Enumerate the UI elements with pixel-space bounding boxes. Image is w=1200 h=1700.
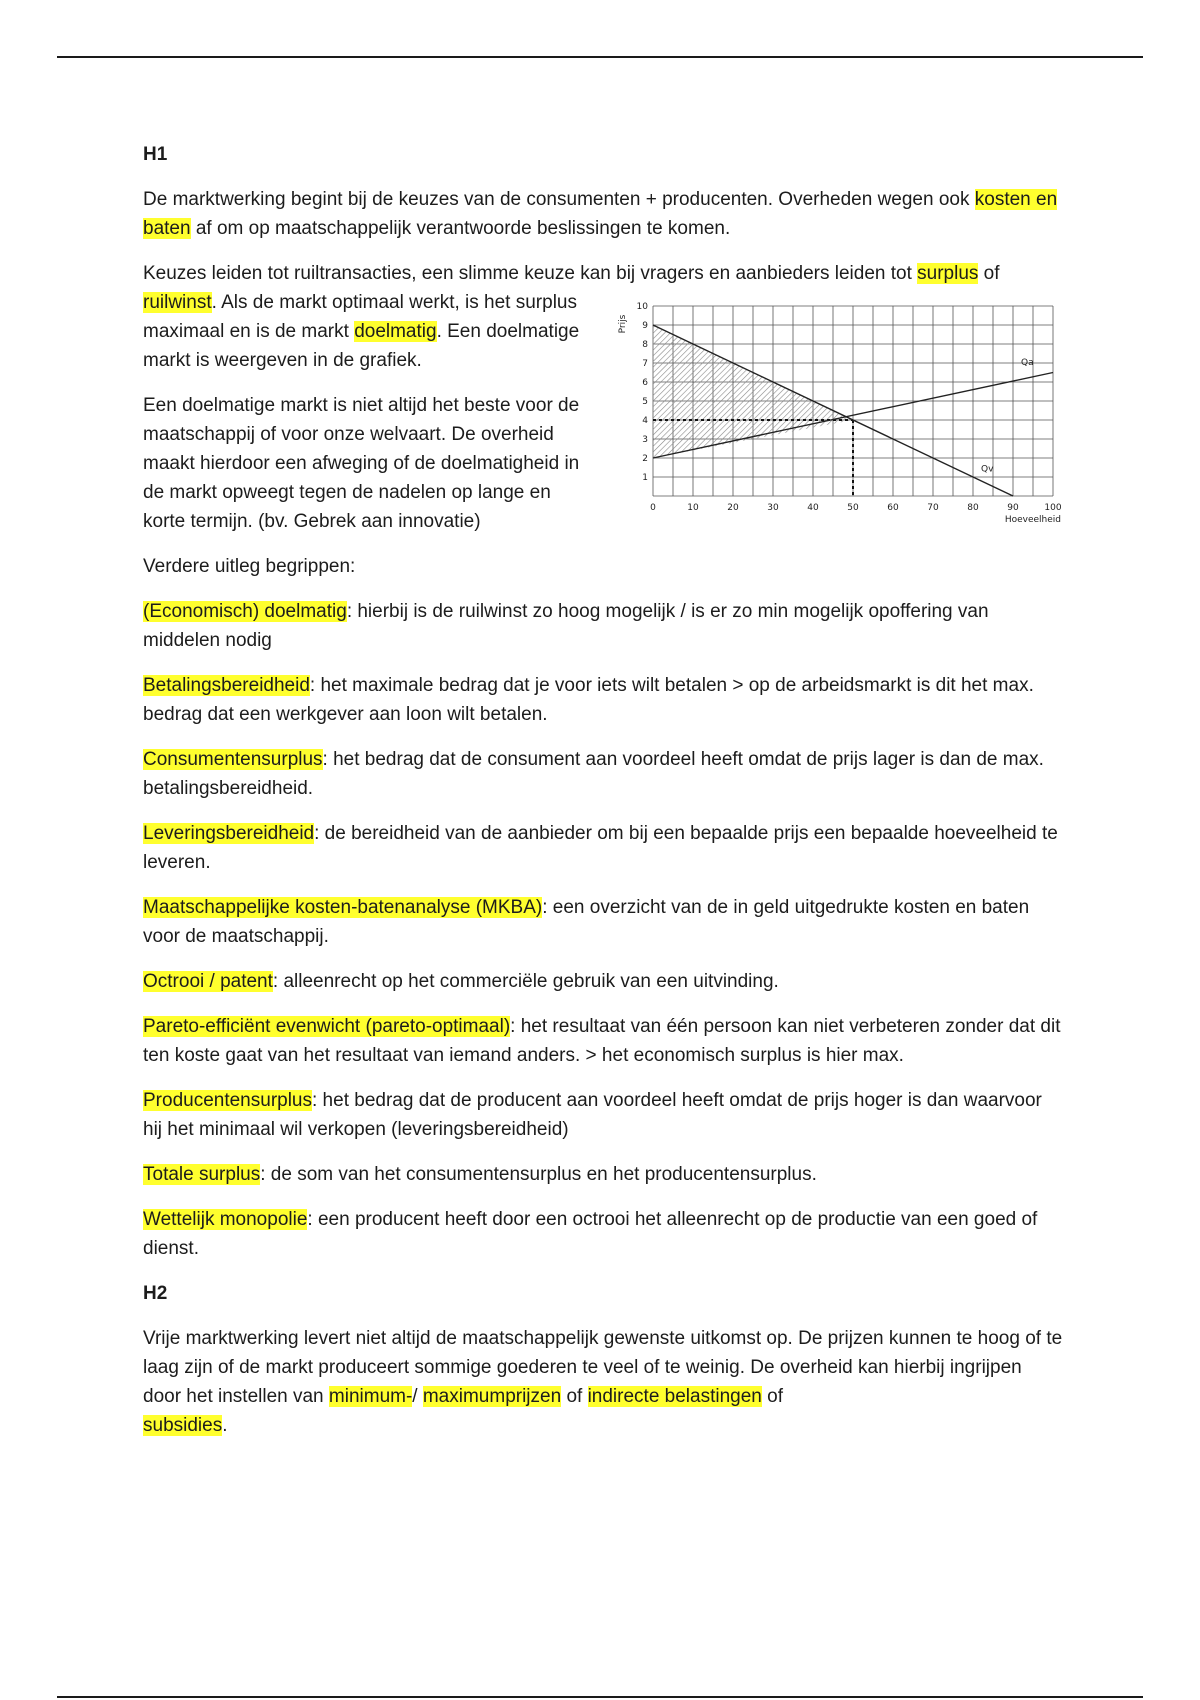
term-item bbox=[143, 893, 1063, 951]
paragraph-intro: De marktwerking begint bij de keuzes van de consumenten + producenten. Overheden wegen ook kosten en baten af om op maatschappelijk verantwoorde beslissingen te komen. bbox=[143, 189, 1058, 239]
footer-rule bbox=[57, 1696, 1143, 1698]
y-tick-label: 1 bbox=[642, 473, 648, 483]
x-tick-label: 100 bbox=[1044, 503, 1062, 513]
highlight-kosten-baten: kosten en baten bbox=[143, 189, 1058, 239]
series-label-qv: Qv bbox=[981, 464, 994, 475]
term-definition: : de som van het consumentensurplus en het producentensurplus. bbox=[260, 1164, 817, 1185]
series-label-qa: Qa bbox=[1021, 357, 1034, 368]
term-name: Producentensurplus bbox=[143, 1090, 312, 1111]
highlight-maximumprijzen: maximumprijzen bbox=[422, 1386, 562, 1407]
x-tick-label: 80 bbox=[967, 503, 979, 513]
header-rule bbox=[57, 56, 1143, 58]
term-item bbox=[143, 745, 1063, 803]
x-tick-label: 40 bbox=[807, 503, 819, 513]
term-name: Totale surplus bbox=[143, 1164, 261, 1185]
supply-demand-chart bbox=[613, 288, 1093, 538]
term-item bbox=[143, 1086, 1063, 1144]
term-name: Pareto-efficiënt evenwicht (pareto-optimaal) bbox=[143, 1016, 511, 1037]
x-tick-label: 30 bbox=[767, 503, 779, 513]
y-tick-label: 5 bbox=[642, 397, 648, 407]
term-definition: : een producent heeft door een octrooi het alleenrecht op de productie van een goed of dienst. bbox=[143, 1209, 1038, 1259]
term-item bbox=[143, 1012, 1063, 1070]
term-definition: : het resultaat van één persoon kan niet verbeteren zonder dat dit ten koste gaat van het resultaat van iemand anders. > het economisch surplus is hier max. bbox=[143, 1016, 1061, 1066]
term-item bbox=[143, 1160, 1063, 1189]
y-axis-label: Prijs bbox=[618, 314, 628, 334]
term-definition: : het bedrag dat de consument aan voordeel heeft omdat de prijs lager is dan de max. betalingsbereidheid. bbox=[143, 749, 1044, 799]
term-definition: : een overzicht van de in geld uitgedrukte kosten en baten voor de maatschappij. bbox=[143, 897, 1030, 947]
y-tick-label: 2 bbox=[642, 454, 648, 464]
highlight-indirecte-belastingen: indirecte belastingen bbox=[587, 1386, 762, 1407]
y-tick-label: 4 bbox=[642, 416, 648, 426]
term-definition: : alleenrecht op het commerciële gebruik van een uitvinding. bbox=[272, 971, 779, 992]
highlight-subsidies: subsidies bbox=[143, 1415, 223, 1436]
term-item bbox=[143, 967, 1063, 996]
paragraph-keuzes: Keuzes leiden tot ruiltransacties, een slimme keuze kan bij vragers en aanbieders leiden tot surplus of bbox=[143, 263, 1000, 284]
document-body bbox=[143, 140, 1063, 1456]
y-tick-label: 9 bbox=[642, 321, 648, 331]
term-item bbox=[143, 1205, 1063, 1263]
term-item bbox=[143, 819, 1063, 877]
term-name: (Economisch) doelmatig bbox=[143, 601, 347, 622]
x-tick-label: 70 bbox=[927, 503, 939, 513]
y-tick-label: 7 bbox=[642, 359, 648, 369]
paragraph-ruilwinst: ruilwinst. Als de markt optimaal werkt, is het surplus maximaal en is de markt doelmatig. Een doelmatige markt is weergeven in de grafiek. bbox=[143, 292, 580, 371]
x-tick-label: 0 bbox=[650, 503, 656, 513]
x-tick-label: 10 bbox=[687, 503, 699, 513]
y-tick-label: 10 bbox=[636, 302, 648, 312]
x-tick-label: 20 bbox=[727, 503, 739, 513]
x-tick-label: 60 bbox=[887, 503, 899, 513]
term-name: Wettelijk monopolie bbox=[143, 1209, 308, 1230]
intro-text-column bbox=[143, 288, 583, 536]
highlight-surplus: surplus bbox=[917, 263, 979, 284]
paragraph-h2: Vrije marktwerking levert niet altijd de maatschappelijk gewenste uitkomst op. De prijzen kunnen te hoog of te laag zijn of de markt produceert sommige goederen te veel of te weinig. De overheid kan hierbij ingrijpen door het instellen van minimum-/ maximumprijzen of indirecte belastingen of subsidies. bbox=[143, 1328, 1063, 1436]
highlight-ruilwinst: ruilwinst bbox=[143, 292, 212, 313]
heading-h1: H1 bbox=[143, 144, 168, 165]
term-item bbox=[143, 671, 1063, 729]
x-tick-label: 90 bbox=[1007, 503, 1019, 513]
chart-svg bbox=[613, 288, 1093, 538]
paragraph-uitleg: Verdere uitleg begrippen: bbox=[143, 556, 356, 577]
term-item bbox=[143, 597, 1063, 655]
term-definition: : het maximale bedrag dat je voor iets wilt betalen > op de arbeidsmarkt is dit het max. bedrag dat een werkgever aan loon wilt betalen. bbox=[143, 675, 1034, 725]
y-tick-label: 6 bbox=[642, 378, 648, 388]
term-definition: : de bereidheid van de aanbieder om bij een bepaalde prijs een bepaalde hoeveelheid te leveren. bbox=[143, 823, 1058, 873]
term-name: Betalingsbereidheid bbox=[143, 675, 310, 696]
term-name: Octrooi / patent bbox=[143, 971, 273, 992]
term-definition: : hierbij is de ruilwinst zo hoog mogelijk / is er zo min mogelijk opoffering van middelen nodig bbox=[143, 601, 989, 651]
terms-list bbox=[143, 597, 1063, 1263]
highlight-minimum: minimum- bbox=[328, 1386, 413, 1407]
text-with-chart bbox=[143, 288, 1063, 536]
term-name: Consumentensurplus bbox=[143, 749, 323, 770]
y-tick-label: 3 bbox=[642, 435, 648, 445]
heading-h2: H2 bbox=[143, 1283, 168, 1304]
y-tick-label: 8 bbox=[642, 340, 648, 350]
x-tick-label: 50 bbox=[847, 503, 859, 513]
term-definition: : het bedrag dat de producent aan voordeel heeft omdat de prijs hoger is dan waarvoor hij het minimaal wil verkopen (leveringsbereidheid) bbox=[143, 1090, 1042, 1140]
paragraph-welvaart: Een doelmatige markt is niet altijd het beste voor de maatschappij of voor onze welvaart. De overheid maakt hierdoor een afweging of de doelmatigheid in de markt opweegt tegen de nadelen op lange en korte termijn. (bv. Gebrek aan innovatie) bbox=[143, 395, 580, 532]
term-name: Leveringsbereidheid bbox=[143, 823, 315, 844]
x-axis-label: Hoeveelheid bbox=[1004, 515, 1061, 525]
highlight-doelmatig: doelmatig bbox=[354, 321, 437, 342]
term-name: Maatschappelijke kosten-batenanalyse (MKBA) bbox=[143, 897, 543, 918]
